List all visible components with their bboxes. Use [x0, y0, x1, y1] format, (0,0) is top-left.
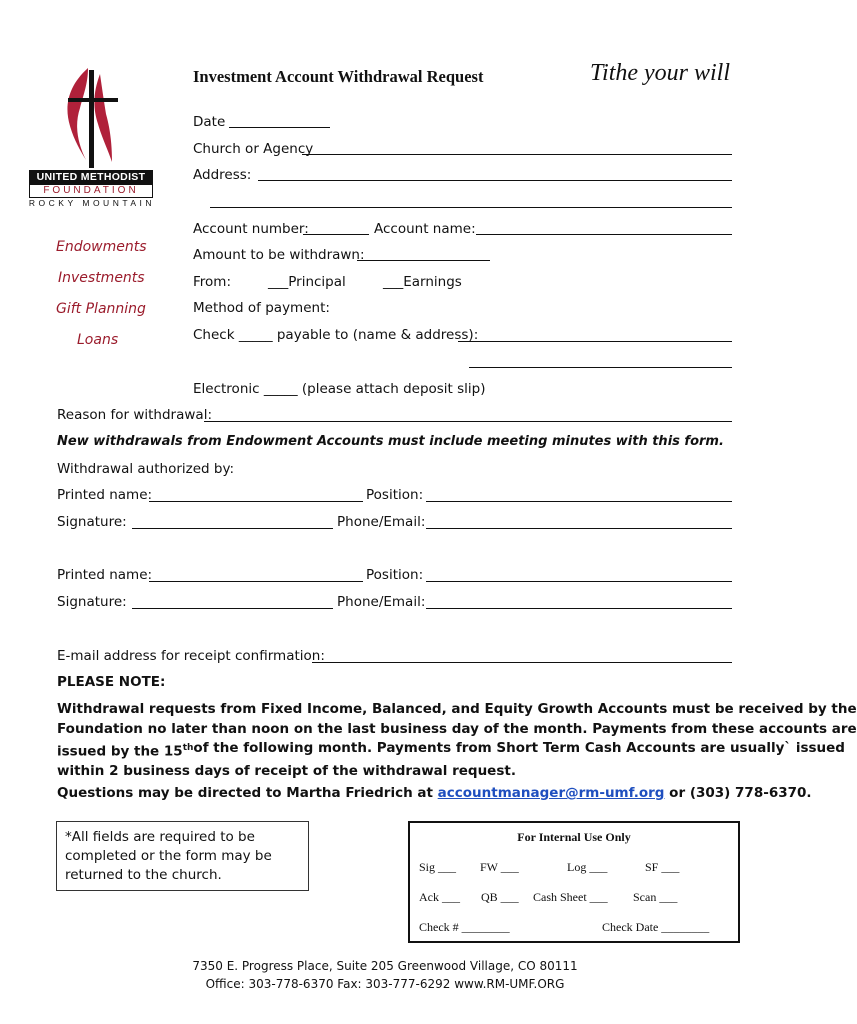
note-line-2: Foundation no later than noon on the last business day of the month. Payments from these accounts are [57, 720, 857, 737]
phone-field-2[interactable] [426, 608, 732, 609]
internal-cash-sheet: Cash Sheet ___ [533, 890, 608, 904]
signature-field-1[interactable] [132, 528, 333, 529]
logo-rocky: ROCKY MOUNTAIN [28, 198, 156, 208]
note-line-3-start: issued by the 15th [57, 743, 194, 760]
amount-label: Amount to be withdrawn: [193, 247, 365, 263]
phone-field-1[interactable] [426, 528, 732, 529]
note-paragraph [57, 700, 857, 782]
tagline: Tithe your will [590, 60, 731, 86]
printed-name-label-1: Printed name: [57, 487, 153, 503]
internal-fw: FW ___ [480, 860, 519, 874]
sidebar-endowments: Endowments [56, 239, 147, 255]
account-number-field[interactable] [303, 234, 369, 235]
authorized-by-label: Withdrawal authorized by: [57, 461, 235, 477]
phone-label-1: Phone/Email: [337, 514, 426, 530]
amount-field[interactable] [357, 260, 490, 261]
internal-ack: Ack ___ [419, 890, 460, 904]
electronic-label: Electronic _____ (please attach deposit slip) [193, 381, 486, 397]
required-line-3: returned to the church. [65, 867, 222, 883]
footer-address: 7350 E. Progress Place, Suite 205 Greenwood Village, CO 80111 [192, 959, 578, 973]
signature-field-2[interactable] [132, 608, 333, 609]
church-field[interactable] [302, 154, 732, 155]
required-line-2: completed or the form may be [65, 848, 272, 864]
please-note-heading: PLEASE NOTE: [57, 674, 166, 690]
contact-email-link[interactable]: accountmanager@rm-umf.org [437, 785, 665, 801]
printed-name-field-1[interactable] [149, 501, 363, 502]
required-line-1: *All fields are required to be [65, 829, 255, 845]
signature-label-1: Signature: [57, 514, 127, 530]
sidebar-loans: Loans [77, 332, 119, 348]
position-field-2[interactable] [426, 581, 732, 582]
from-label: From: [193, 274, 231, 290]
questions-prefix: Questions may be directed to Martha Friedrich at [57, 785, 438, 801]
internal-check-number: Check # ________ [419, 920, 510, 934]
reason-label: Reason for withdrawal: [57, 407, 212, 423]
internal-use-title: For Internal Use Only [517, 830, 631, 844]
logo-band: UNITED METHODIST [29, 170, 153, 184]
earnings-option[interactable]: ___Earnings [383, 274, 462, 290]
position-label-1: Position: [366, 487, 424, 503]
note-sup: th [182, 743, 194, 753]
internal-log: Log ___ [567, 860, 608, 874]
position-label-2: Position: [366, 567, 424, 583]
internal-use-box [408, 821, 740, 943]
account-name-field[interactable] [476, 234, 732, 235]
note-line-4: within 2 business days of receipt of the withdrawal request. [57, 763, 516, 779]
method-label: Method of payment: [193, 300, 330, 316]
internal-scan: Scan ___ [633, 890, 678, 904]
internal-sig: Sig ___ [419, 860, 457, 874]
logo-foundation: FOUNDATION [29, 184, 153, 198]
address-field-1[interactable] [258, 180, 732, 181]
account-name-label: Account name: [374, 221, 476, 237]
internal-sf: SF ___ [645, 860, 680, 874]
reason-field[interactable] [204, 421, 732, 422]
sidebar-investments: Investments [58, 270, 145, 286]
email-field[interactable] [312, 662, 732, 663]
note-line-3 [57, 739, 845, 762]
note-line-3-rest: of the following month. Payments from Short Term Cash Accounts are usually` issued [193, 740, 845, 756]
church-label: Church or Agency [193, 141, 314, 157]
date-field[interactable] [229, 127, 330, 128]
questions-suffix: or (303) 778-6370. [664, 785, 812, 801]
cross-flame-icon [28, 66, 158, 170]
account-number-label: Account number: [193, 221, 309, 237]
foundation-logo [28, 66, 158, 206]
internal-qb: QB ___ [481, 890, 519, 904]
address-field-2[interactable] [210, 207, 732, 208]
email-label: E-mail address for receipt confirmation: [57, 648, 325, 664]
check-payee-field-1[interactable] [458, 341, 732, 342]
page-title: Investment Account Withdrawal Request [193, 67, 484, 86]
required-fields-box [56, 821, 309, 891]
principal-option[interactable]: ___Principal [268, 274, 346, 290]
position-field-1[interactable] [426, 501, 732, 502]
sidebar-gift-planning: Gift Planning [56, 301, 146, 317]
minutes-notice: New withdrawals from Endowment Accounts must include meeting minutes with this form. [57, 434, 724, 449]
check-label: Check _____ payable to (name & address): [193, 327, 479, 343]
printed-name-label-2: Printed name: [57, 567, 153, 583]
questions-line [57, 785, 812, 801]
date-label: Date [193, 114, 226, 130]
check-payee-field-2[interactable] [469, 367, 732, 368]
signature-label-2: Signature: [57, 594, 127, 610]
internal-check-date: Check Date ________ [602, 920, 710, 934]
footer-contact: Office: 303-778-6370 Fax: 303-777-6292 www.RM-UMF.ORG [205, 977, 565, 991]
printed-name-field-2[interactable] [149, 581, 363, 582]
note-line-1: Withdrawal requests from Fixed Income, Balanced, and Equity Growth Accounts must be received by the [57, 701, 857, 717]
phone-label-2: Phone/Email: [337, 594, 426, 610]
address-label: Address: [193, 167, 252, 183]
